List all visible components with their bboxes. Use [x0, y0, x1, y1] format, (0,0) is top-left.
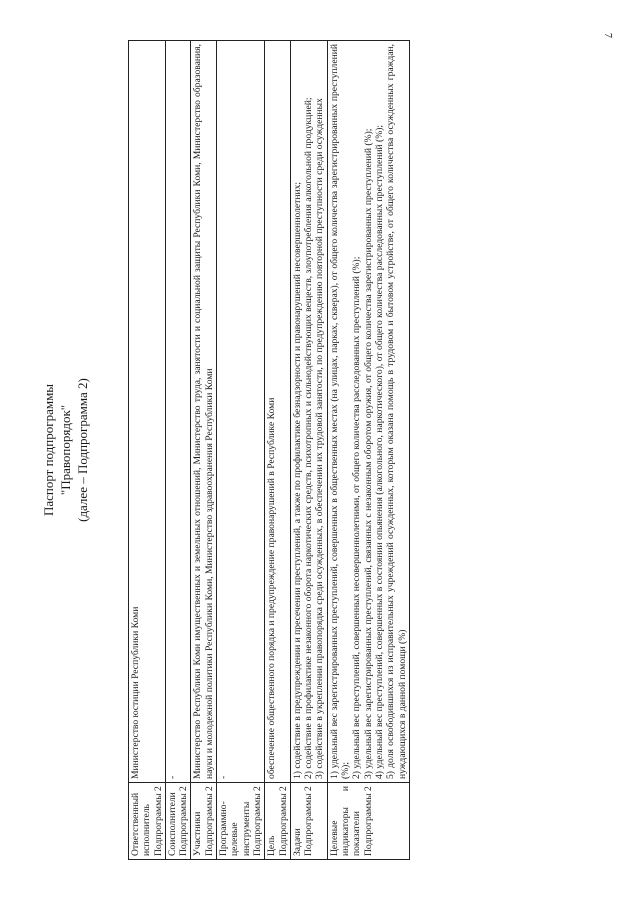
- row-value-line: 1) удельный вес зарегистрированных преступлений, совершенных в общественных местах (на улицах, парках, скверах), от общего количества зарегистрированных преступлений (%);: [328, 44, 352, 779]
- table-row: [327, 41, 409, 860]
- table-row: [290, 41, 327, 860]
- row-value: [265, 41, 291, 783]
- passport-table: [128, 40, 410, 860]
- table-row: [129, 41, 166, 860]
- row-value-line: 4) удельный вес преступлений, совершенных в состоянии опьянения (алкогольного, наркотического), от общего количества расследованных преступлений (%);: [373, 124, 385, 779]
- table-row: [165, 41, 191, 860]
- row-value-line: Министерство Республики Коми имущественных и земельных отношений, Министерство труда, занятости и социальной защиты Республики Коми, Министерство образования, науки и молодежной политики Республики Коми, Министерство здравоохранения Республики Коми: [192, 44, 215, 779]
- rotated-page-content: [40, 40, 600, 860]
- row-label: Ответственный исполнитель Подпрограммы 2: [129, 783, 166, 860]
- row-value-line: -: [218, 775, 230, 779]
- table-row: [191, 41, 217, 860]
- row-label: Цель Подпрограммы 2: [265, 783, 291, 860]
- row-value-line: 2) содействие в профилактике незаконного оборота наркотических средств, психотропных и сильнодействующих веществ, злоупотребления алкогольной продукцией;: [303, 97, 315, 779]
- table-row: [217, 41, 265, 860]
- title-line-1: Паспорт подпрограммы: [41, 383, 56, 517]
- row-value: [290, 41, 327, 783]
- row-value: [217, 41, 265, 783]
- document-title: [40, 40, 118, 860]
- row-label: Программно-целевые инструменты Подпрограммы 2: [217, 783, 265, 860]
- row-label: Участники Подпрограммы 2: [191, 783, 217, 860]
- row-value-line: 1) содействие в предупреждении и пресечении преступлений, а также по профилактике безнадзорности и правонарушений несовершеннолетних;: [291, 181, 303, 779]
- row-label: Соисполнители Подпрограммы 2: [165, 783, 191, 860]
- row-value-line: 3) удельный вес зарегистрированных преступлений, связанных с незаконным оборотом оружия, от общего количества зарегистрированных преступлений (%);: [362, 128, 374, 779]
- row-value: [165, 41, 191, 783]
- row-value-line: 3) содействие в укреплении правопорядка среди осужденных, в обеспечении их трудовой занятости, по предупреждению повторной преступности среди осужденных: [314, 98, 326, 779]
- row-value-line: Министерство юстиции Республики Коми: [130, 606, 141, 779]
- row-value: [327, 41, 409, 783]
- title-line-3: (далее – Подпрограмма 2): [75, 378, 90, 522]
- row-value: [129, 41, 166, 783]
- title-line-2: "Правопорядок": [58, 404, 73, 496]
- row-value-line: 2) удельный вес преступлений, совершенных несовершеннолетними, от общего количества расследованных преступлений (%);: [351, 256, 363, 779]
- page-number: 7: [602, 33, 613, 38]
- row-label: Задачи Подпрограммы 2: [290, 783, 327, 860]
- table-row: [265, 41, 291, 860]
- row-value-line: -: [166, 775, 178, 779]
- row-value-line: 5) доля освободившихся из исправительных учреждений осужденных, которым оказана помощь в трудовом и бытовом устройстве, от общего количества осужденных граждан, нуждающихся в данной помощи (%): [385, 44, 408, 779]
- row-value-line: обеспечение общественного порядка и предупреждение правонарушений в Республике Коми: [266, 397, 278, 779]
- row-label: Целевые индикаторы и показатели Подпрограммы 2: [327, 783, 409, 860]
- passport-table-body: [129, 41, 410, 860]
- row-value: [191, 41, 217, 783]
